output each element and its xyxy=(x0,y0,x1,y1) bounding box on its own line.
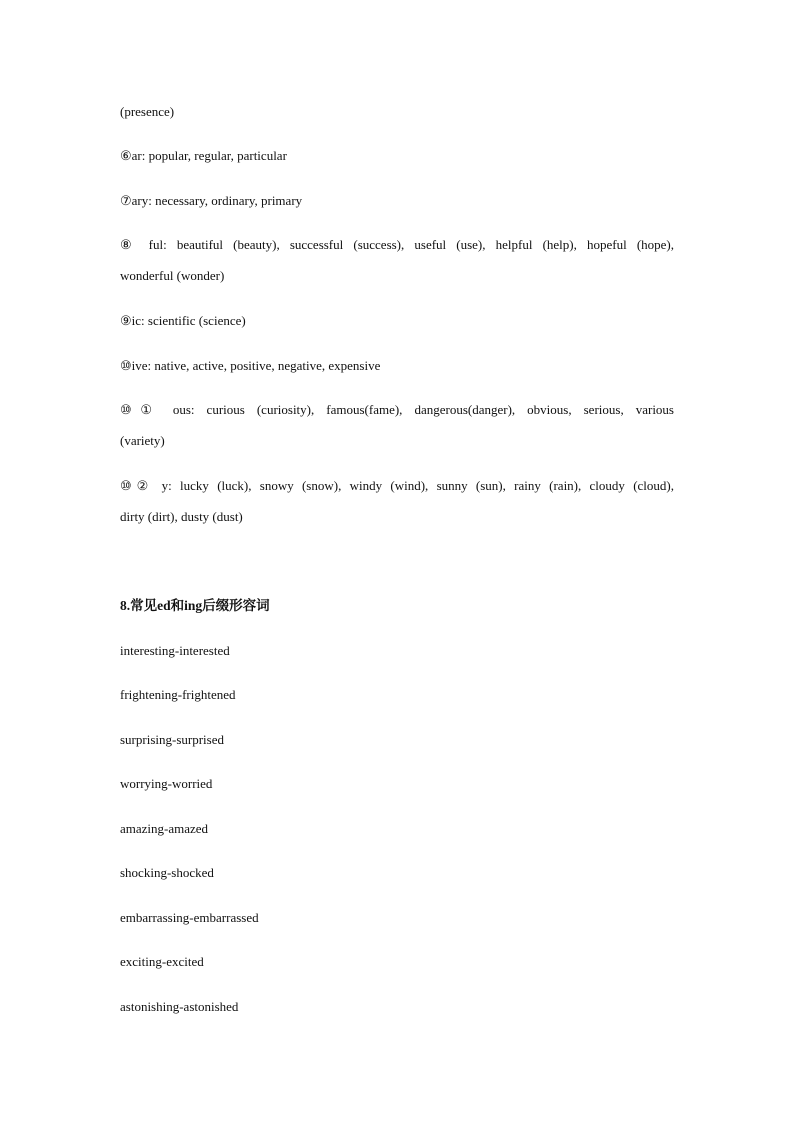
text-line-y-suffix: ⑩② y: lucky (luck), snowy (snow), windy (wind), sunny (sun), rainy (rain), cloudy (cloud), xyxy=(120,478,674,493)
list-item: worrying-worried xyxy=(120,776,213,791)
text-line-ive-suffix: ⑩ive: native, active, positive, negative, expensive xyxy=(120,358,381,373)
text-line-ful-suffix-cont: wonderful (wonder) xyxy=(120,268,225,283)
list-item: shocking-shocked xyxy=(120,865,214,880)
list-item: embarrassing-embarrassed xyxy=(120,910,259,925)
list-item: astonishing-astonished xyxy=(120,999,239,1014)
text-line-ic-suffix: ⑨ic: scientific (science) xyxy=(120,313,246,328)
text-line-ful-suffix: ⑧ ful: beautiful (beauty), successful (success), useful (use), helpful (help), hopeful (hope), xyxy=(120,237,674,252)
text-line-y-suffix-cont: dirty (dirt), dusty (dust) xyxy=(120,509,243,524)
list-item: surprising-surprised xyxy=(120,732,224,747)
list-item: interesting-interested xyxy=(120,643,230,658)
text-line-ary-suffix: ⑦ary: necessary, ordinary, primary xyxy=(120,193,303,208)
text-line-ous-suffix-cont: (variety) xyxy=(120,433,165,448)
text-line-ar-suffix: ⑥ar: popular, regular, particular xyxy=(120,148,287,163)
text-line-presence: (presence) xyxy=(120,104,175,119)
list-item: exciting-excited xyxy=(120,954,204,969)
list-item: frightening-frightened xyxy=(120,687,236,702)
text-line-ous-suffix: ⑩① ous: curious (curiosity), famous(fame), dangerous(danger), obvious, serious, various xyxy=(120,402,674,417)
list-item: amazing-amazed xyxy=(120,821,209,836)
section-heading: 8.常见ed和ing后缀形容词 xyxy=(120,598,270,613)
